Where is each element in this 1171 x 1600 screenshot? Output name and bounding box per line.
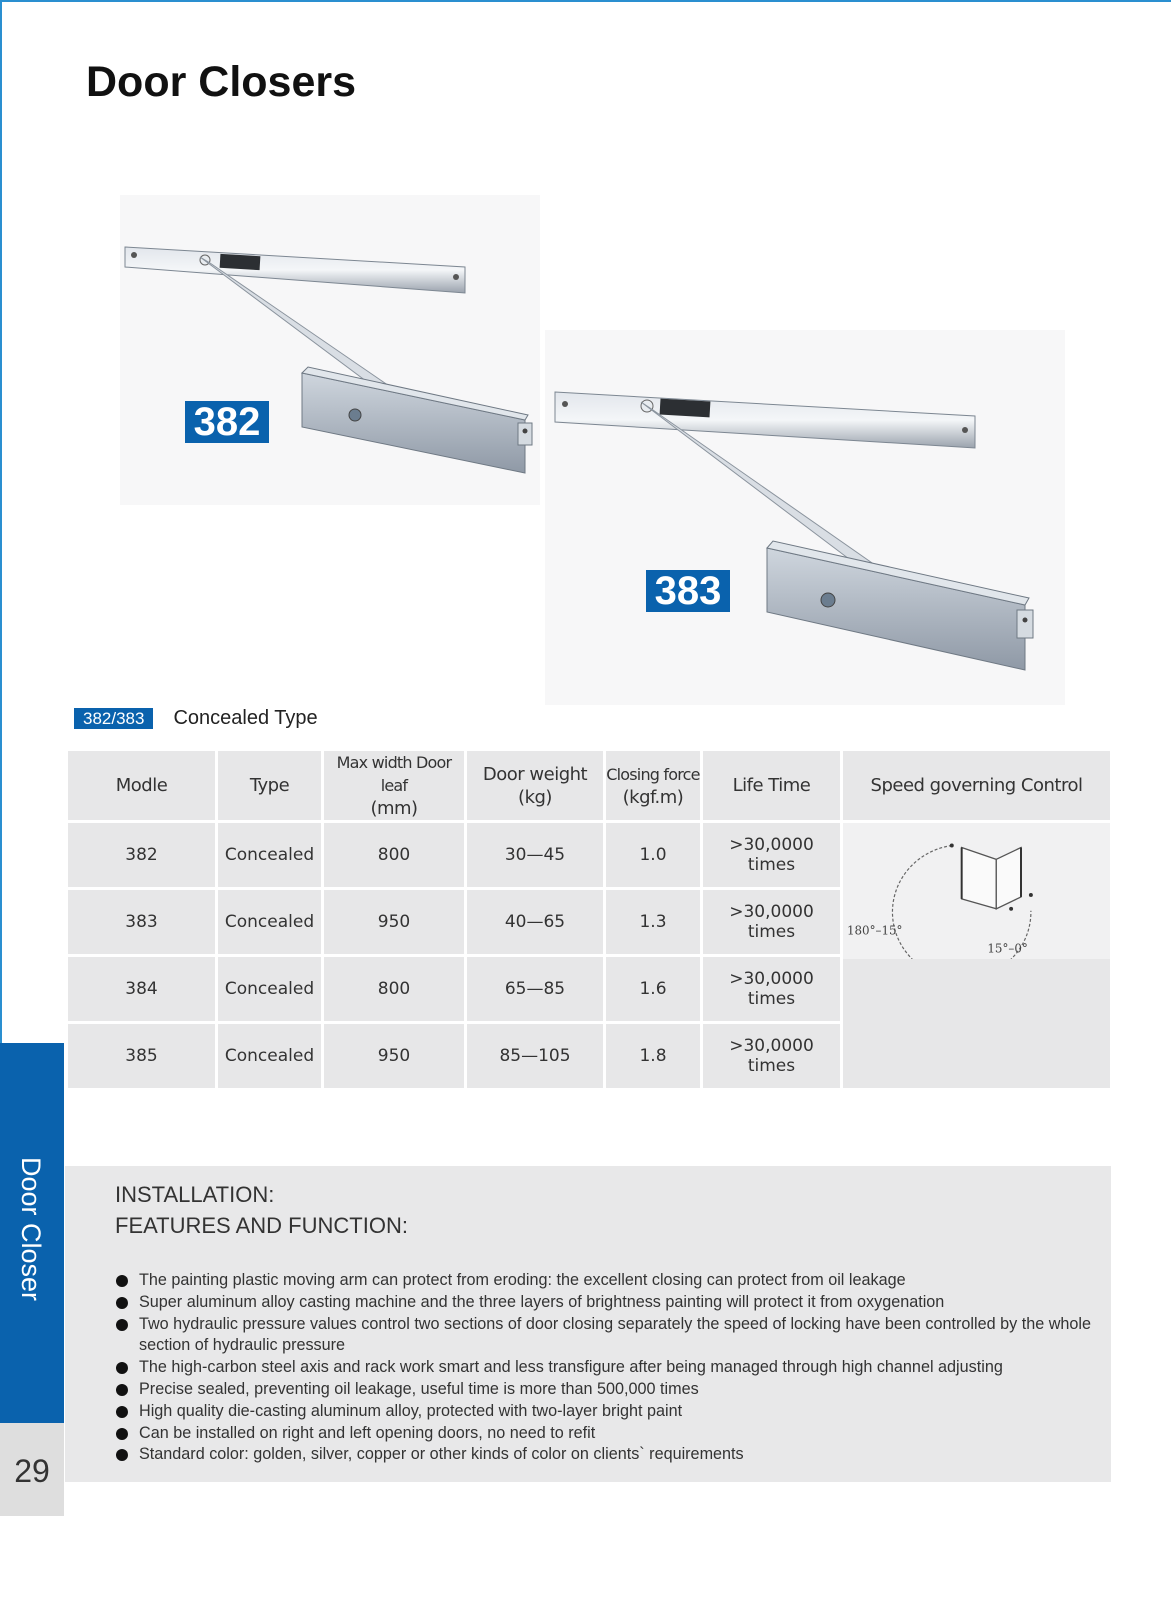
model-badge-383: 383 — [646, 570, 730, 612]
cell-max-width: 800 — [323, 956, 466, 1023]
header-door-weight — [466, 750, 605, 822]
list-item — [115, 1401, 1095, 1423]
cell-max-width: 950 — [323, 889, 466, 956]
header-closing-force-line1: Closing force — [606, 764, 700, 784]
cell-type: Concealed — [217, 1023, 323, 1090]
list-item — [115, 1444, 1095, 1466]
cell-door-weight: 85—105 — [466, 1023, 605, 1090]
bullet-icon — [116, 1406, 128, 1418]
list-item — [115, 1423, 1095, 1445]
door-closer-383-illustration — [545, 330, 1065, 705]
features-list — [115, 1270, 1095, 1466]
header-max-width-line2: (mm) — [370, 798, 418, 819]
page-number: 29 — [14, 1453, 50, 1489]
section-label — [74, 708, 318, 729]
header-closing-force — [605, 750, 702, 822]
list-item — [115, 1357, 1095, 1379]
bullet-icon — [116, 1428, 128, 1440]
spec-table — [65, 748, 1113, 1091]
feature-text: High quality die-casting aluminum alloy, protected with two-layer bright paint — [139, 1401, 683, 1420]
cell-closing-force: 1.0 — [605, 822, 702, 889]
section-badge: 382/383 — [74, 708, 153, 729]
list-item — [115, 1379, 1095, 1401]
cell-speed-control — [842, 822, 1112, 1090]
cell-door-weight: 65—85 — [466, 956, 605, 1023]
feature-text: The painting plastic moving arm can protect from eroding: the excellent closing can protect from oil leakage — [139, 1271, 906, 1289]
side-tab-label: Door Closer — [16, 1157, 46, 1302]
header-type: Type — [217, 750, 323, 822]
cell-model: 382 — [67, 822, 217, 889]
features-panel — [65, 1166, 1111, 1482]
cell-life-time: >30,0000 times — [702, 956, 842, 1023]
header-door-weight-line2: (kg) — [518, 786, 552, 808]
table-row — [67, 822, 1112, 889]
cell-life-time: >30,0000 times — [702, 1023, 842, 1090]
header-door-weight-line1: Door weight — [482, 763, 588, 785]
bullet-icon — [116, 1319, 128, 1331]
header-model: Modle — [67, 750, 217, 822]
cell-life-time: >30,0000 times — [702, 889, 842, 956]
product-image-383 — [545, 330, 1065, 705]
bullet-icon — [116, 1362, 128, 1374]
section-type: Concealed Type — [173, 707, 318, 729]
bullet-icon — [116, 1449, 128, 1461]
cell-model: 383 — [67, 889, 217, 956]
header-max-width — [323, 750, 466, 822]
cell-max-width: 800 — [323, 822, 466, 889]
features-heading: FEATURES AND FUNCTION: — [115, 1213, 408, 1238]
header-life-time: Life Time — [702, 750, 842, 822]
bullet-icon — [116, 1275, 128, 1287]
cell-closing-force: 1.8 — [605, 1023, 702, 1090]
feature-text: The high-carbon steel axis and rack work smart and less transfigure after being managed through high channel adjusting — [139, 1358, 1003, 1377]
door-closer-382-illustration — [120, 195, 540, 505]
header-max-width-line1: Max width Door leaf — [336, 753, 452, 795]
top-edge-line — [0, 0, 1171, 2]
cell-closing-force: 1.3 — [605, 889, 702, 956]
header-speed-control: Speed governing Control — [842, 750, 1112, 822]
cell-max-width: 950 — [323, 1023, 466, 1090]
cell-model: 385 — [67, 1023, 217, 1090]
page-title: Door Closers — [86, 58, 357, 106]
feature-text: Can be installed on right and left opening doors, no need to refit — [139, 1423, 596, 1442]
list-item — [115, 1270, 1095, 1292]
list-item — [115, 1292, 1095, 1314]
table-header-row — [67, 750, 1112, 822]
model-badge-382: 382 — [185, 401, 269, 443]
cell-door-weight: 30—45 — [466, 822, 605, 889]
product-image-382 — [120, 195, 540, 505]
bullet-icon — [116, 1384, 128, 1396]
cell-door-weight: 40—65 — [466, 889, 605, 956]
cell-type: Concealed — [217, 956, 323, 1023]
installation-heading: INSTALLATION: — [115, 1182, 275, 1207]
cell-closing-force: 1.6 — [605, 956, 702, 1023]
cell-model: 384 — [67, 956, 217, 1023]
speed-angle-1: 180°–15° — [846, 923, 903, 938]
cell-life-time: >30,0000 times — [702, 822, 842, 889]
feature-text: Standard color: golden, silver, copper or other kinds of color on clients` requirements — [139, 1445, 744, 1464]
list-item — [115, 1314, 1095, 1358]
cell-type: Concealed — [217, 822, 323, 889]
speed-angle-2: 15°–0° — [987, 941, 1028, 956]
feature-text: Super aluminum alloy casting machine and the three layers of brightness painting will protect it from oxygenation — [139, 1292, 945, 1311]
left-edge-line — [0, 0, 2, 1045]
feature-text: Precise sealed, preventing oil leakage, useful time is more than 500,000 times — [139, 1379, 699, 1398]
bullet-icon — [116, 1297, 128, 1309]
header-closing-force-line2: (kgf.m) — [622, 786, 684, 808]
feature-text: Two hydraulic pressure values control two sections of door closing separately the speed of locking have been controlled by the whole section of hydraulic pressure — [139, 1314, 1092, 1355]
cell-type: Concealed — [217, 889, 323, 956]
speed-control-diagram — [843, 823, 1110, 959]
